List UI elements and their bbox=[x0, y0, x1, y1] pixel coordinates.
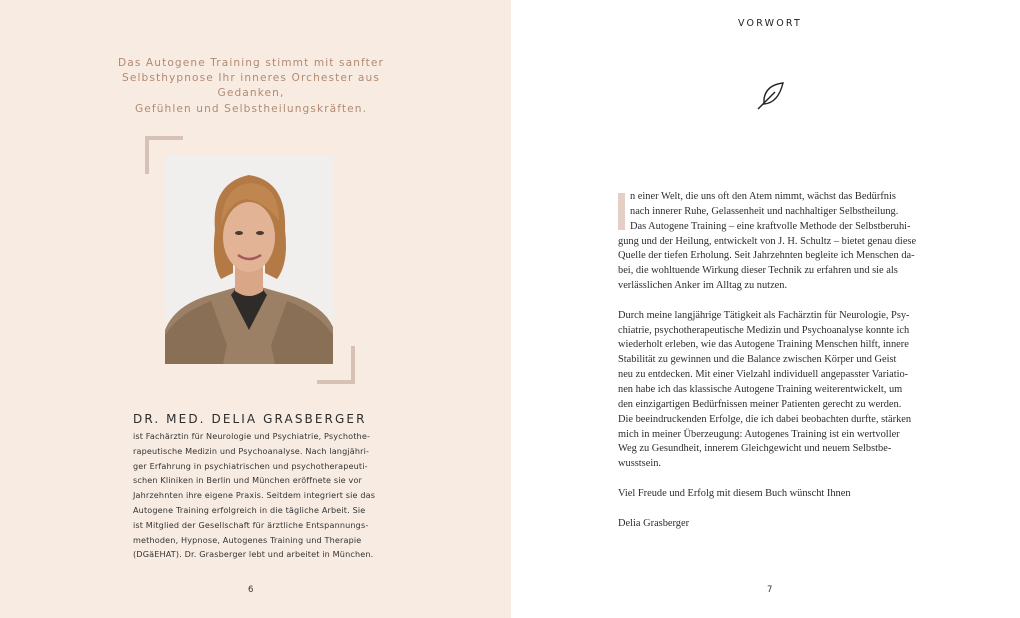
text-line: mich in meiner Überzeugung: Autogenes Training ist ein wertvoller bbox=[618, 428, 900, 440]
section-title: VORWORT bbox=[737, 18, 802, 29]
bio-line: ger Erfahrung in psychiatrischen und psychotherapeuti- bbox=[133, 460, 368, 471]
author-name: DR. MED. DELIA GRASBERGER bbox=[133, 412, 367, 426]
text-line: nach innerer Ruhe, Gelassenheit und nachhaltiger Selbstheilung. bbox=[630, 205, 899, 217]
text-line: wusstsein. bbox=[618, 458, 662, 470]
text-line: Die beeindruckenden Erfolge, die ich dabei beobachten durfte, stärken bbox=[618, 413, 912, 425]
author-photo-frame bbox=[145, 136, 355, 384]
text-line: neu zu entdecken. Mit einer Vielzahl individuell angepasster Variatio- bbox=[618, 369, 909, 381]
bio-line: methoden, Hypnose, Autogenes Training und Therapie bbox=[133, 534, 362, 545]
text-line: wiederholt erleben, wie das Autogene Training Menschen hilft, innere bbox=[618, 339, 909, 351]
page-number-left: 6 bbox=[248, 585, 254, 595]
text-line: Weg zu Gesundheit, innerem Gleichgewicht und neuem Selbstbe- bbox=[618, 443, 892, 455]
bio-line: Jahrzehnten ihre eigene Praxis. Seitdem integriert sie das bbox=[133, 490, 376, 501]
text-line: Stabilität zu gewinnen und die Balance zwischen Körper und Geist bbox=[618, 354, 897, 366]
signature: Delia Grasberger bbox=[618, 517, 690, 529]
text-line: Quelle der tiefen Erholung. Seit Jahrzehnten begleite ich Menschen da- bbox=[618, 250, 915, 262]
pull-quote bbox=[116, 56, 386, 117]
quote-line: Das Autogene Training stimmt mit sanfter bbox=[118, 57, 384, 69]
bio-line: schen Kliniken in Berlin und München eröffnete sie vor bbox=[133, 475, 363, 486]
author-portrait bbox=[165, 155, 333, 364]
bio-line: rapeutische Medizin und Psychoanalyse. Nach langjähri- bbox=[133, 445, 370, 456]
text-line: gung und der Heilung, entwickelt von J. H. Schultz – bietet genau diese bbox=[618, 235, 917, 247]
text-line: n einer Welt, die uns oft den Atem nimmt, wächst das Bedürfnis bbox=[630, 191, 896, 202]
text-line: Das Autogene Training – eine kraftvolle Methode der Selbstberuhi- bbox=[630, 220, 911, 232]
text-line: verlässlichen Anker im Alltag zu nutzen. bbox=[618, 280, 788, 292]
page-number-right: 7 bbox=[767, 585, 773, 595]
text-line: chiatrie, psychotherapeutische Medizin und Psychoanalyse konnte ich bbox=[618, 324, 910, 336]
author-bio bbox=[133, 429, 376, 562]
text-line: nen habe ich das klassische Autogene Training weiterentwickelt, um bbox=[618, 383, 903, 395]
bio-line: ist Mitglied der Gesellschaft für ärztliche Entspannungs- bbox=[133, 519, 369, 530]
quote-line: Gefühlen und Selbstheilungskräften. bbox=[134, 102, 368, 115]
foreword-text bbox=[618, 190, 923, 531]
bio-line: ist Fachärztin für Neurologie und Psychiatrie, Psychothe- bbox=[133, 431, 371, 441]
quote-line: Selbsthypnose Ihr inneres Orchester aus Gedanken, bbox=[122, 72, 380, 100]
text-line: bei, die wohltuende Wirkung dieser Technik zu erfahren und sie als bbox=[618, 265, 898, 277]
text-line: Durch meine langjährige Tätigkeit als Fachärztin für Neurologie, Psy- bbox=[618, 309, 910, 321]
closing-line: Viel Freude und Erfolg mit diesem Buch wünscht Ihnen bbox=[618, 487, 851, 499]
bio-line: (DGäEHAT). Dr. Grasberger lebt und arbeitet in München. bbox=[133, 549, 374, 560]
bio-line: Autogene Training erfolgreich in die tägliche Arbeit. Sie bbox=[133, 504, 366, 515]
text-line: den einzigartigen Bedürfnissen meiner Patienten gerecht zu werden. bbox=[618, 398, 902, 410]
feather-icon bbox=[756, 81, 786, 111]
